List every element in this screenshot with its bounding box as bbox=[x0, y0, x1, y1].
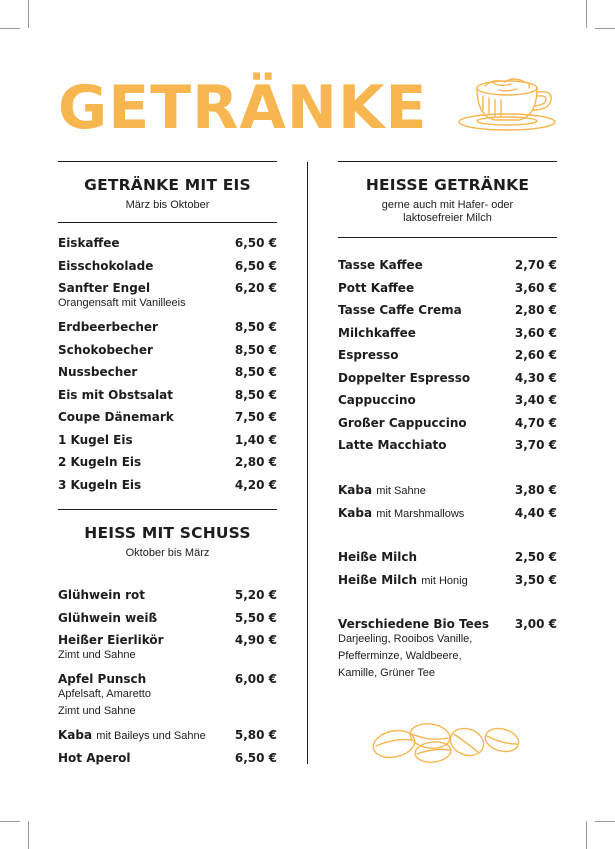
item-name-main: Kaba bbox=[338, 505, 373, 520]
section-subtitle bbox=[338, 199, 557, 225]
item-price: 4,40 € bbox=[514, 505, 557, 520]
menu-item bbox=[58, 259, 277, 273]
item-price: 3,60 € bbox=[514, 325, 557, 340]
crop-mark bbox=[28, 821, 29, 849]
item-price: 6,20 € bbox=[234, 281, 277, 295]
coffee-cup-icon bbox=[455, 70, 559, 134]
item-price: 2,80 € bbox=[514, 303, 557, 317]
crop-mark bbox=[586, 821, 587, 849]
menu-item bbox=[58, 236, 277, 250]
item-note: mit Baileys und Sahne bbox=[96, 730, 206, 742]
item-name: Milchkaffee bbox=[338, 325, 416, 340]
item-price: 6,00 € bbox=[234, 672, 277, 686]
crop-mark bbox=[0, 821, 20, 822]
divider bbox=[338, 161, 557, 162]
item-name: Heißer Eierlikör bbox=[58, 633, 164, 647]
item-name: Tasse Kaffee bbox=[338, 258, 423, 272]
crop-mark bbox=[28, 0, 29, 28]
item-price: 3,80 € bbox=[514, 483, 557, 497]
section-cold-drinks bbox=[58, 161, 277, 223]
item-description: Apfelsaft, Amaretto bbox=[58, 688, 151, 700]
item-name: 2 Kugeln Eis bbox=[58, 455, 142, 469]
item-price: 2,70 € bbox=[514, 258, 557, 272]
section-title: HEISSE GETRÄNKE bbox=[365, 176, 530, 194]
item-name: 3 Kugeln Eis bbox=[58, 477, 142, 492]
item-description: Darjeeling, Rooibos Vanille, bbox=[338, 633, 473, 645]
item-description: Orangensaft mit Vanilleeis bbox=[58, 297, 186, 309]
menu-item bbox=[58, 365, 277, 379]
item-name: Hot Aperol bbox=[58, 750, 131, 765]
item-name: Nussbecher bbox=[58, 365, 138, 379]
menu-item bbox=[338, 416, 557, 430]
item-name: Cappuccino bbox=[338, 393, 416, 407]
menu-item bbox=[58, 281, 277, 312]
menu-item bbox=[58, 388, 277, 402]
crop-mark bbox=[595, 821, 615, 822]
menu-item bbox=[338, 348, 557, 362]
column-divider bbox=[307, 162, 308, 764]
item-price: 2,50 € bbox=[514, 550, 557, 564]
menu-item bbox=[338, 506, 557, 521]
item-name: 1 Kugel Eis bbox=[58, 432, 133, 447]
item-name: Verschiedene Bio Tees bbox=[338, 617, 490, 631]
item-name: Heiße Milch bbox=[338, 550, 418, 564]
page-title: GETRÄNKE bbox=[58, 73, 428, 143]
item-name: Apfel Punsch bbox=[58, 672, 147, 686]
section-subtitle: Oktober bis März bbox=[125, 547, 210, 559]
menu-item bbox=[338, 617, 557, 682]
divider bbox=[58, 161, 277, 162]
menu-item bbox=[58, 455, 277, 469]
menu-item bbox=[338, 438, 557, 452]
item-name: Großer Cappuccino bbox=[338, 415, 467, 430]
menu-item bbox=[58, 320, 277, 334]
item-name: Glühwein rot bbox=[58, 588, 146, 602]
menu-item bbox=[58, 343, 277, 357]
item-name: Schokobecher bbox=[58, 342, 153, 357]
menu-item bbox=[58, 672, 277, 720]
crop-mark bbox=[586, 0, 587, 28]
item-name: Tasse Caffe Crema bbox=[338, 303, 462, 317]
item-name: Erdbeerbecher bbox=[58, 320, 158, 334]
item-name: Glühwein weiß bbox=[58, 610, 158, 625]
menu-item bbox=[58, 433, 277, 447]
menu-item bbox=[338, 393, 557, 407]
item-price: 3,70 € bbox=[514, 438, 557, 452]
item-price: 8,50 € bbox=[234, 387, 277, 402]
item-price: 5,80 € bbox=[234, 728, 277, 742]
menu-item bbox=[338, 573, 557, 588]
menu-item bbox=[338, 371, 557, 385]
item-description: Kamille, Grüner Tee bbox=[338, 667, 436, 679]
menu-item bbox=[58, 410, 277, 424]
menu-item bbox=[338, 550, 557, 564]
item-note: mit Honig bbox=[421, 574, 468, 587]
menu-item bbox=[58, 633, 277, 664]
section-title: HEISS MIT SCHUSS bbox=[84, 524, 251, 542]
section-hot-drinks bbox=[338, 161, 557, 238]
menu-item bbox=[338, 483, 557, 498]
section-subtitle: März bis Oktober bbox=[125, 199, 210, 211]
item-name: Doppelter Espresso bbox=[338, 370, 471, 385]
divider bbox=[58, 222, 277, 223]
item-price: 6,50 € bbox=[234, 236, 277, 250]
item-description: Zimt und Sahne bbox=[58, 649, 136, 661]
item-price: 4,70 € bbox=[514, 415, 557, 430]
menu-item bbox=[58, 751, 277, 765]
menu-item bbox=[58, 478, 277, 492]
item-name: Espresso bbox=[338, 348, 399, 362]
item-name: Coupe Dänemark bbox=[58, 410, 174, 424]
item-note: mit Marshmallows bbox=[376, 507, 465, 520]
item-name: Eiskaffee bbox=[58, 236, 120, 250]
item-price: 3,00 € bbox=[514, 617, 557, 631]
item-name-main: Kaba bbox=[338, 483, 373, 497]
item-price: 5,50 € bbox=[234, 610, 277, 625]
crop-mark bbox=[0, 28, 20, 29]
menu-item bbox=[58, 588, 277, 602]
divider bbox=[58, 509, 277, 510]
item-price: 7,50 € bbox=[234, 410, 277, 424]
item-price: 3,40 € bbox=[514, 393, 557, 407]
menu-item bbox=[338, 281, 557, 295]
menu-item bbox=[338, 303, 557, 317]
crop-mark bbox=[595, 28, 615, 29]
item-note: mit Sahne bbox=[376, 485, 426, 497]
item-price: 2,80 € bbox=[234, 455, 277, 469]
item-name: Eisschokolade bbox=[58, 258, 154, 273]
item-name: Pott Kaffee bbox=[338, 280, 415, 295]
section-title: GETRÄNKE MIT EIS bbox=[84, 176, 251, 194]
menu-item bbox=[58, 728, 277, 743]
item-price: 8,50 € bbox=[234, 342, 277, 357]
item-name: Latte Macchiato bbox=[338, 438, 447, 452]
section-hot-with-shot bbox=[58, 509, 277, 570]
item-price: 4,20 € bbox=[234, 477, 277, 492]
divider bbox=[338, 237, 557, 238]
item-name: Sanfter Engel bbox=[58, 281, 151, 295]
item-name-main: Kaba bbox=[58, 728, 93, 742]
subtitle-line: laktosefreier Milch bbox=[403, 212, 492, 224]
item-price: 3,50 € bbox=[514, 572, 557, 587]
item-description: Pfefferminze, Waldbeere, bbox=[338, 650, 462, 662]
item-price: 8,50 € bbox=[234, 320, 277, 334]
item-price: 4,30 € bbox=[514, 370, 557, 385]
menu-item bbox=[58, 611, 277, 625]
item-price: 6,50 € bbox=[234, 258, 277, 273]
item-price: 1,40 € bbox=[234, 432, 277, 447]
item-price: 4,90 € bbox=[234, 633, 277, 647]
item-price: 8,50 € bbox=[234, 365, 277, 379]
item-name: Eis mit Obstsalat bbox=[58, 387, 174, 402]
subtitle-line: gerne auch mit Hafer- oder bbox=[381, 199, 514, 211]
coffee-beans-icon bbox=[370, 712, 525, 764]
menu-item bbox=[338, 326, 557, 340]
menu-item bbox=[338, 258, 557, 272]
item-name-main: Heiße Milch bbox=[338, 572, 418, 587]
item-price: 6,50 € bbox=[234, 750, 277, 765]
item-price: 2,60 € bbox=[514, 348, 557, 362]
item-price: 5,20 € bbox=[234, 588, 277, 602]
item-price: 3,60 € bbox=[514, 280, 557, 295]
item-description: Zimt und Sahne bbox=[58, 705, 136, 717]
